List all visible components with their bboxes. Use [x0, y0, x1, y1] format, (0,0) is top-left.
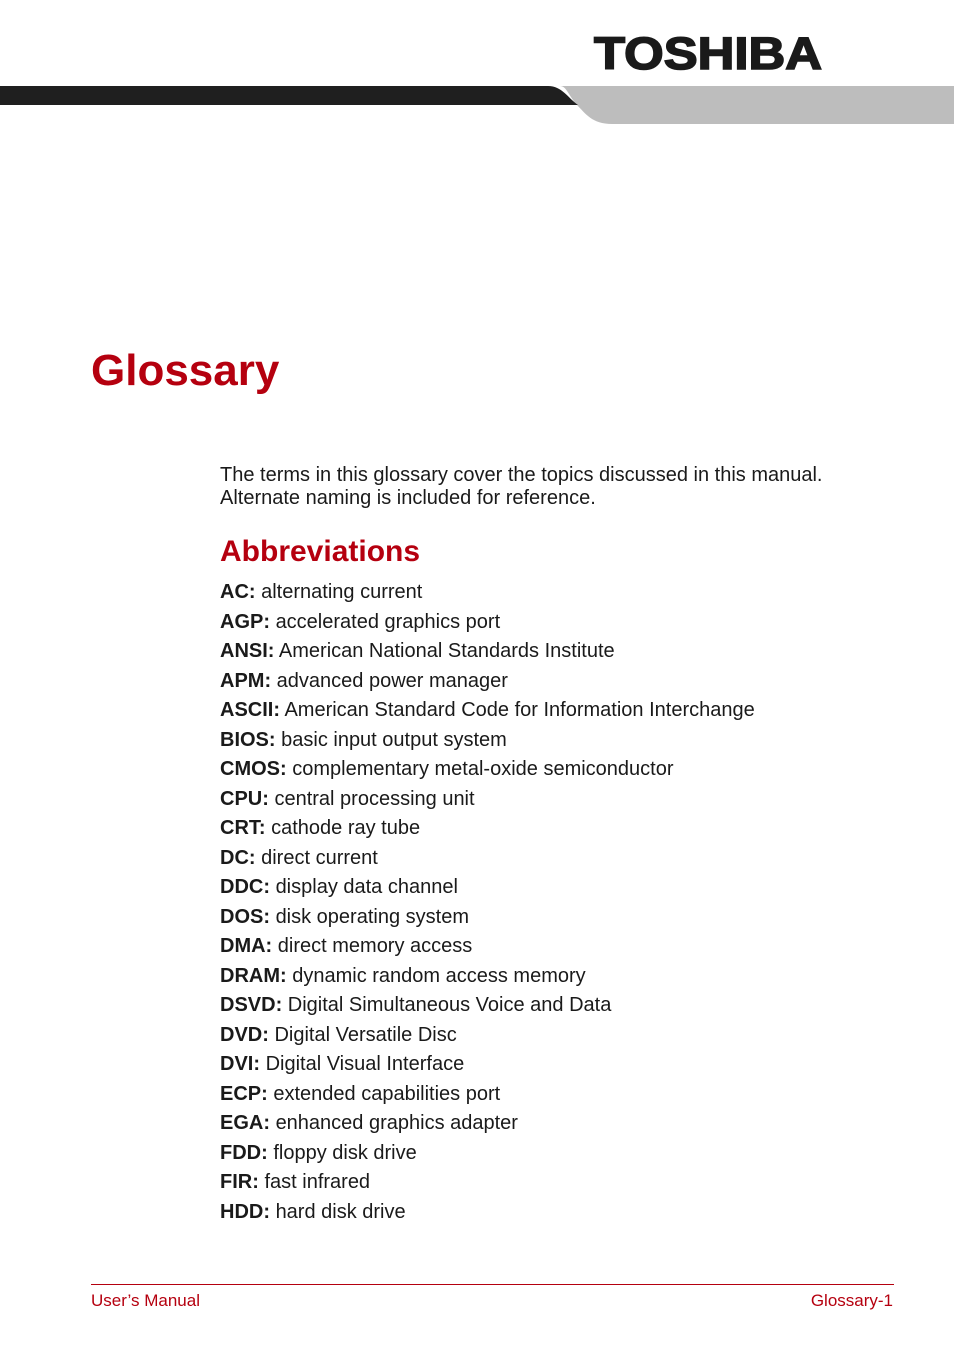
logo-text: TOSHIBA [594, 30, 822, 76]
abbreviation-entry [220, 991, 755, 1021]
abbreviation-term: ECP: [220, 1082, 268, 1105]
abbreviation-definition: American Standard Code for Information Interchange [284, 699, 755, 721]
abbreviation-entry [220, 608, 755, 638]
abbreviation-term: CMOS: [220, 758, 287, 780]
abbreviation-definition: hard disk drive [275, 1200, 406, 1223]
abbreviation-definition: Digital Visual Interface [265, 1053, 465, 1075]
footer-manual-label: User’s Manual [91, 1291, 200, 1310]
abbreviation-term: DC: [220, 846, 256, 869]
abbreviation-entry [220, 844, 755, 874]
abbreviation-entry [220, 1080, 755, 1110]
abbreviation-entry [220, 932, 755, 962]
abbreviation-term: CPU: [220, 787, 269, 810]
abbreviation-definition: dynamic random access memory [292, 964, 586, 987]
abbreviation-entry [220, 726, 755, 756]
abbreviation-definition: direct memory access [277, 935, 473, 957]
abbreviation-definition: accelerated graphics port [275, 610, 501, 633]
header-band-dark [0, 86, 578, 105]
abbreviation-entry [220, 962, 755, 992]
abbreviation-definition: central processing unit [274, 787, 475, 810]
abbreviation-term: HDD: [220, 1200, 270, 1223]
abbreviation-term: DRAM: [220, 964, 287, 987]
footer-rule [91, 1284, 894, 1285]
abbreviation-entry [220, 637, 755, 667]
abbreviation-term: ASCII: [220, 699, 280, 721]
abbreviation-term: APM: [220, 669, 272, 692]
abbreviation-term: FDD: [220, 1141, 268, 1164]
abbreviation-entry [220, 1050, 755, 1080]
abbreviation-definition: display data channel [275, 876, 458, 898]
abbreviation-definition: basic input output system [281, 728, 507, 751]
abbreviation-term: CRT: [220, 817, 266, 839]
abbreviation-definition: American National Standards Institute [278, 640, 615, 662]
footer-page-number: Glossary-1 [810, 1291, 893, 1310]
abbreviation-entry [220, 873, 755, 903]
abbreviation-definition: complementary metal-oxide semiconductor [292, 758, 674, 780]
abbreviation-term: EGA: [220, 1112, 270, 1134]
abbreviation-entry [220, 785, 755, 815]
abbreviation-term: BIOS: [220, 728, 276, 751]
abbreviation-definition: fast infrared [264, 1171, 371, 1193]
abbreviation-definition: Digital Simultaneous Voice and Data [287, 994, 612, 1016]
abbreviation-entry [220, 578, 755, 608]
abbreviation-definition: advanced power manager [276, 669, 508, 692]
page-title: Glossary [91, 346, 280, 395]
abbreviation-definition: alternating current [261, 581, 423, 603]
abbreviation-definition: extended capabilities port [273, 1082, 501, 1105]
abbreviation-definition: cathode ray tube [271, 817, 421, 839]
abbreviation-term: AGP: [220, 610, 270, 633]
abbreviation-term: AC: [220, 581, 256, 603]
intro-line-2: Alternate naming is included for reference. [220, 487, 596, 509]
toshiba-logo [592, 30, 824, 76]
abbreviation-entry [220, 1021, 755, 1051]
abbreviation-term: DVI: [220, 1053, 260, 1075]
intro-paragraph [220, 464, 900, 510]
abbreviation-term: DOS: [220, 905, 270, 928]
abbreviation-list [220, 578, 755, 1227]
abbreviation-entry [220, 696, 755, 726]
header-band [0, 84, 954, 128]
abbreviation-entry [220, 1198, 755, 1228]
abbreviation-term: DVD: [220, 1023, 269, 1046]
section-heading-abbreviations: Abbreviations [220, 535, 421, 568]
abbreviation-term: FIR: [220, 1171, 259, 1193]
abbreviation-entry [220, 903, 755, 933]
intro-line-1: The terms in this glossary cover the topics discussed in this manual. [220, 464, 823, 486]
abbreviation-entry [220, 1109, 755, 1139]
abbreviation-term: DSVD: [220, 994, 283, 1016]
abbreviation-definition: disk operating system [275, 905, 469, 928]
abbreviation-entry [220, 1139, 755, 1169]
abbreviation-definition: enhanced graphics adapter [275, 1112, 518, 1134]
abbreviation-term: ANSI: [220, 640, 275, 662]
abbreviation-entry [220, 1168, 755, 1198]
abbreviation-entry [220, 755, 755, 785]
abbreviation-definition: Digital Versatile Disc [274, 1023, 457, 1046]
abbreviation-entry [220, 667, 755, 697]
abbreviation-definition: floppy disk drive [273, 1141, 417, 1164]
abbreviation-entry [220, 814, 755, 844]
abbreviation-term: DMA: [220, 935, 273, 957]
abbreviation-term: DDC: [220, 876, 270, 898]
header-band-light [560, 86, 954, 124]
abbreviation-definition: direct current [261, 846, 378, 869]
